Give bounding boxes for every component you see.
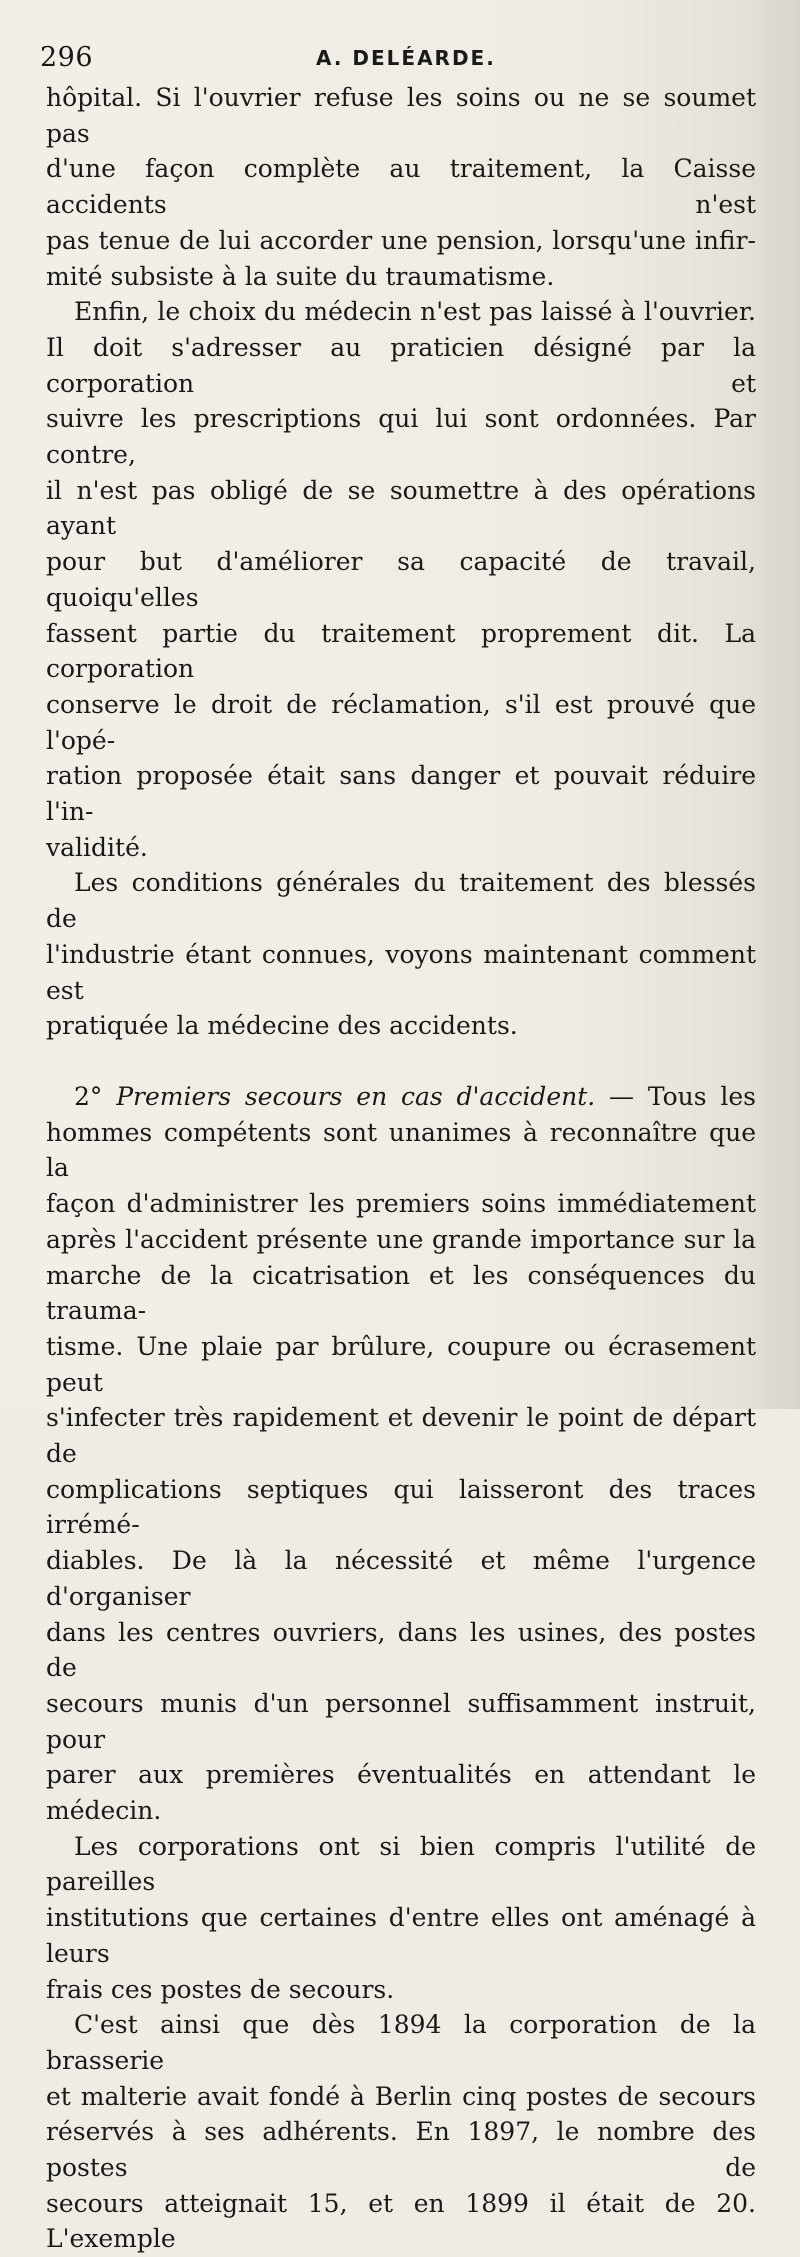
text-line: Les corporations ont si bien compris l'utilité de pareilles	[46, 1831, 756, 1897]
text-line: il n'est pas obligé de se soumettre à des opérations ayant	[46, 475, 756, 541]
text-line: d'une façon complète au traitement, la Caisse accidents n'est	[46, 154, 756, 220]
text-line: dans les centres ouvriers, dans les usines, des postes de	[46, 1617, 756, 1683]
text-line: pratiquée la médecine des accidents.	[46, 1011, 518, 1041]
text-line: hôpital. Si l'ouvrier refuse les soins ou ne se soumet pas	[46, 83, 756, 148]
text-line: marche de la cicatrisation et les conséquences du trauma-	[46, 1260, 756, 1326]
section-number: 2°	[74, 1081, 103, 1111]
text-line: l'industrie étant connues, voyons maintenant comment est	[46, 939, 756, 1005]
text-line: ration proposée était sans danger et pouvait réduire l'in-	[46, 761, 756, 827]
text-line: pour but d'améliorer sa capacité de travail, quoiqu'elles	[46, 547, 756, 612]
paragraph	[46, 1829, 756, 2008]
paragraph	[46, 294, 756, 865]
paragraph	[46, 80, 756, 294]
text-line: Il doit s'adresser au praticien désigné par la corporation et	[46, 332, 756, 398]
text-line: complications septiques qui laisseront des traces irrémé-	[46, 1474, 756, 1540]
text-line: après l'accident présente une grande importance sur la	[46, 1224, 756, 1254]
text-line: secours munis d'un personnel suffisamment instruit, pour	[46, 1688, 756, 1754]
text-line: réservés à ses adhérents. En 1897, le nombre des postes de	[46, 2117, 756, 2183]
paragraph	[46, 865, 756, 1044]
page-header	[40, 42, 760, 74]
text-line: Enfin, le choix du médecin n'est pas laissé à l'ouvrier.	[74, 297, 756, 327]
section-heading-line	[46, 1079, 756, 1115]
text-line: Les conditions générales du traitement des blessés de	[46, 868, 756, 934]
text-line: tisme. Une plaie par brûlure, coupure ou écrasement peut	[46, 1331, 756, 1397]
running-head: A. DELÉARDE.	[316, 46, 496, 70]
text-line: pas tenue de lui accorder une pension, lorsqu'une infir-	[46, 225, 756, 255]
paragraph	[46, 2007, 756, 2257]
text-line: hommes compétents sont unanimes à reconnaître que la	[46, 1117, 756, 1183]
text-line: validité.	[46, 832, 148, 862]
section-title: Premiers secours en cas d'accident.	[116, 1081, 596, 1111]
text-line: conserve le droit de réclamation, s'il est prouvé que l'opé-	[46, 689, 756, 755]
page-number: 296	[40, 42, 94, 73]
text-line: secours atteignait 15, et en 1899 il était de 20. L'exemple	[46, 2188, 756, 2254]
section-paragraph	[46, 1079, 756, 1829]
text-line: institutions que certaines d'entre elles ont aménagé à leurs	[46, 1903, 756, 1968]
text-line: C'est ainsi que dès 1894 la corporation de la brasserie	[46, 2010, 756, 2075]
text-line: parer aux premières éventualités en attendant le médecin.	[46, 1760, 756, 1826]
text-line: fassent partie du traitement proprement dit. La corporation	[46, 618, 756, 684]
text-line: diables. De là la nécessité et même l'urgence d'organiser	[46, 1546, 756, 1611]
text-line: mité subsiste à la suite du traumatisme.	[46, 261, 555, 291]
text-line: s'infecter très rapidement et devenir le point de départ de	[46, 1403, 756, 1469]
text-line: et malterie avait fondé à Berlin cinq postes de secours	[46, 2081, 756, 2111]
text-line: frais ces postes de secours.	[46, 1974, 395, 2004]
text-run: — Tous les	[609, 1081, 757, 1111]
text-line: suivre les prescriptions qui lui sont ordonnées. Par contre,	[46, 404, 756, 470]
body-text	[46, 80, 756, 2257]
text-line: façon d'administrer les premiers soins immédiatement	[46, 1189, 756, 1219]
